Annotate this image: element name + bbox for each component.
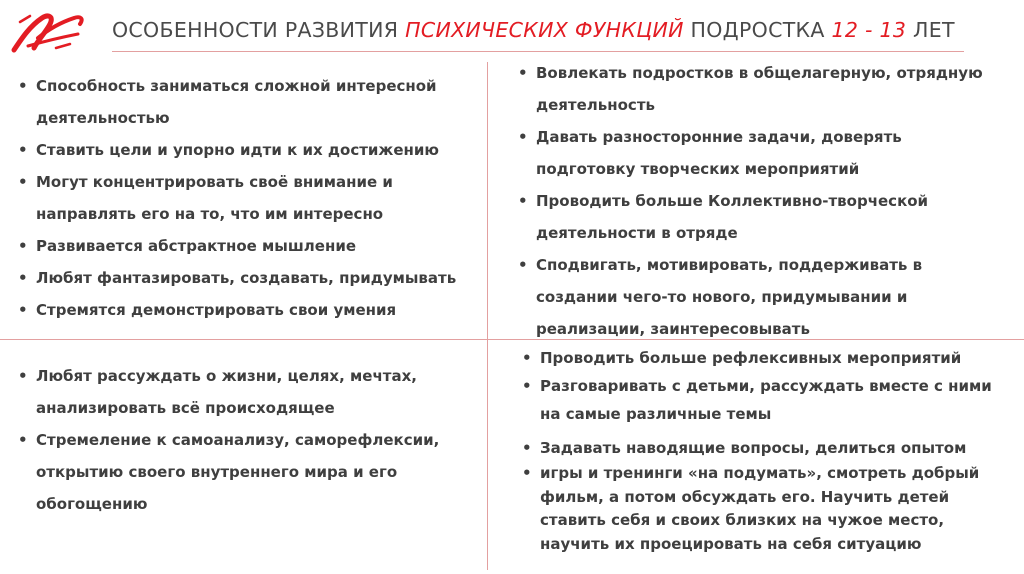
top-left-list	[16, 70, 476, 326]
list-item: • Разговаривать с детьми, рассуждать вместе с ними на самые различные темы	[520, 372, 1000, 428]
list-item: • Развивается абстрактное мышление	[16, 230, 476, 262]
list-item: • Любят рассуждать о жизни, целях, мечтах, анализировать всё происходящее	[16, 360, 486, 424]
list-item: • Давать разносторонние задачи, доверять подготовку творческих мероприятий	[516, 121, 986, 185]
top-right-list	[516, 57, 986, 345]
title-prefix: ОСОБЕННОСТИ РАЗВИТИЯ	[112, 18, 406, 42]
title-age: 12 - 13	[831, 18, 907, 42]
bottom-left-list	[16, 360, 486, 520]
list-item: • Сподвигать, мотивировать, поддерживать в создании чего-то нового, придумывании и реализации, заинтересовывать	[516, 249, 986, 345]
list-item: • Проводить больше рефлексивных мероприятий	[520, 344, 1000, 372]
bottom-right-list	[520, 344, 1000, 556]
title-highlight: ПСИХИЧЕСКИХ ФУНКЦИЙ	[405, 18, 684, 42]
title-middle: ПОДРОСТКА	[683, 18, 832, 42]
list-item: • Стремятся демонстрировать свои умения	[16, 294, 476, 326]
title-underline	[112, 51, 964, 52]
vertical-divider	[487, 62, 488, 570]
list-item: • Могут концентрировать своё внимание и направлять его на то, что им интересно	[16, 166, 476, 230]
list-item: • Задавать наводящие вопросы, делиться опытом	[520, 434, 1000, 462]
list-item: • Любят фантазировать, создавать, придумывать	[16, 262, 476, 294]
list-item: • игры и тренинги «на подумать», смотреть добрый фильм, а потом обсуждать его. Научить детей ставить себя и своих близких на чужое место, научить их проецировать на себя ситуацию	[520, 462, 1000, 556]
list-item: • Вовлекать подростков в общелагерную, отрядную деятельность	[516, 57, 986, 121]
page-title	[112, 18, 1012, 42]
brand-logo-icon	[8, 8, 90, 58]
list-item: • Проводить больше Коллективно-творческой деятельности в отряде	[516, 185, 986, 249]
list-item: • Стремеление к самоанализу, саморефлексии, открытию своего внутреннего мира и его обогощению	[16, 424, 486, 520]
title-suffix: ЛЕТ	[906, 18, 955, 42]
list-item: • Ставить цели и упорно идти к их достижению	[16, 134, 476, 166]
list-item: • Способность заниматься сложной интересной деятельностью	[16, 70, 476, 134]
